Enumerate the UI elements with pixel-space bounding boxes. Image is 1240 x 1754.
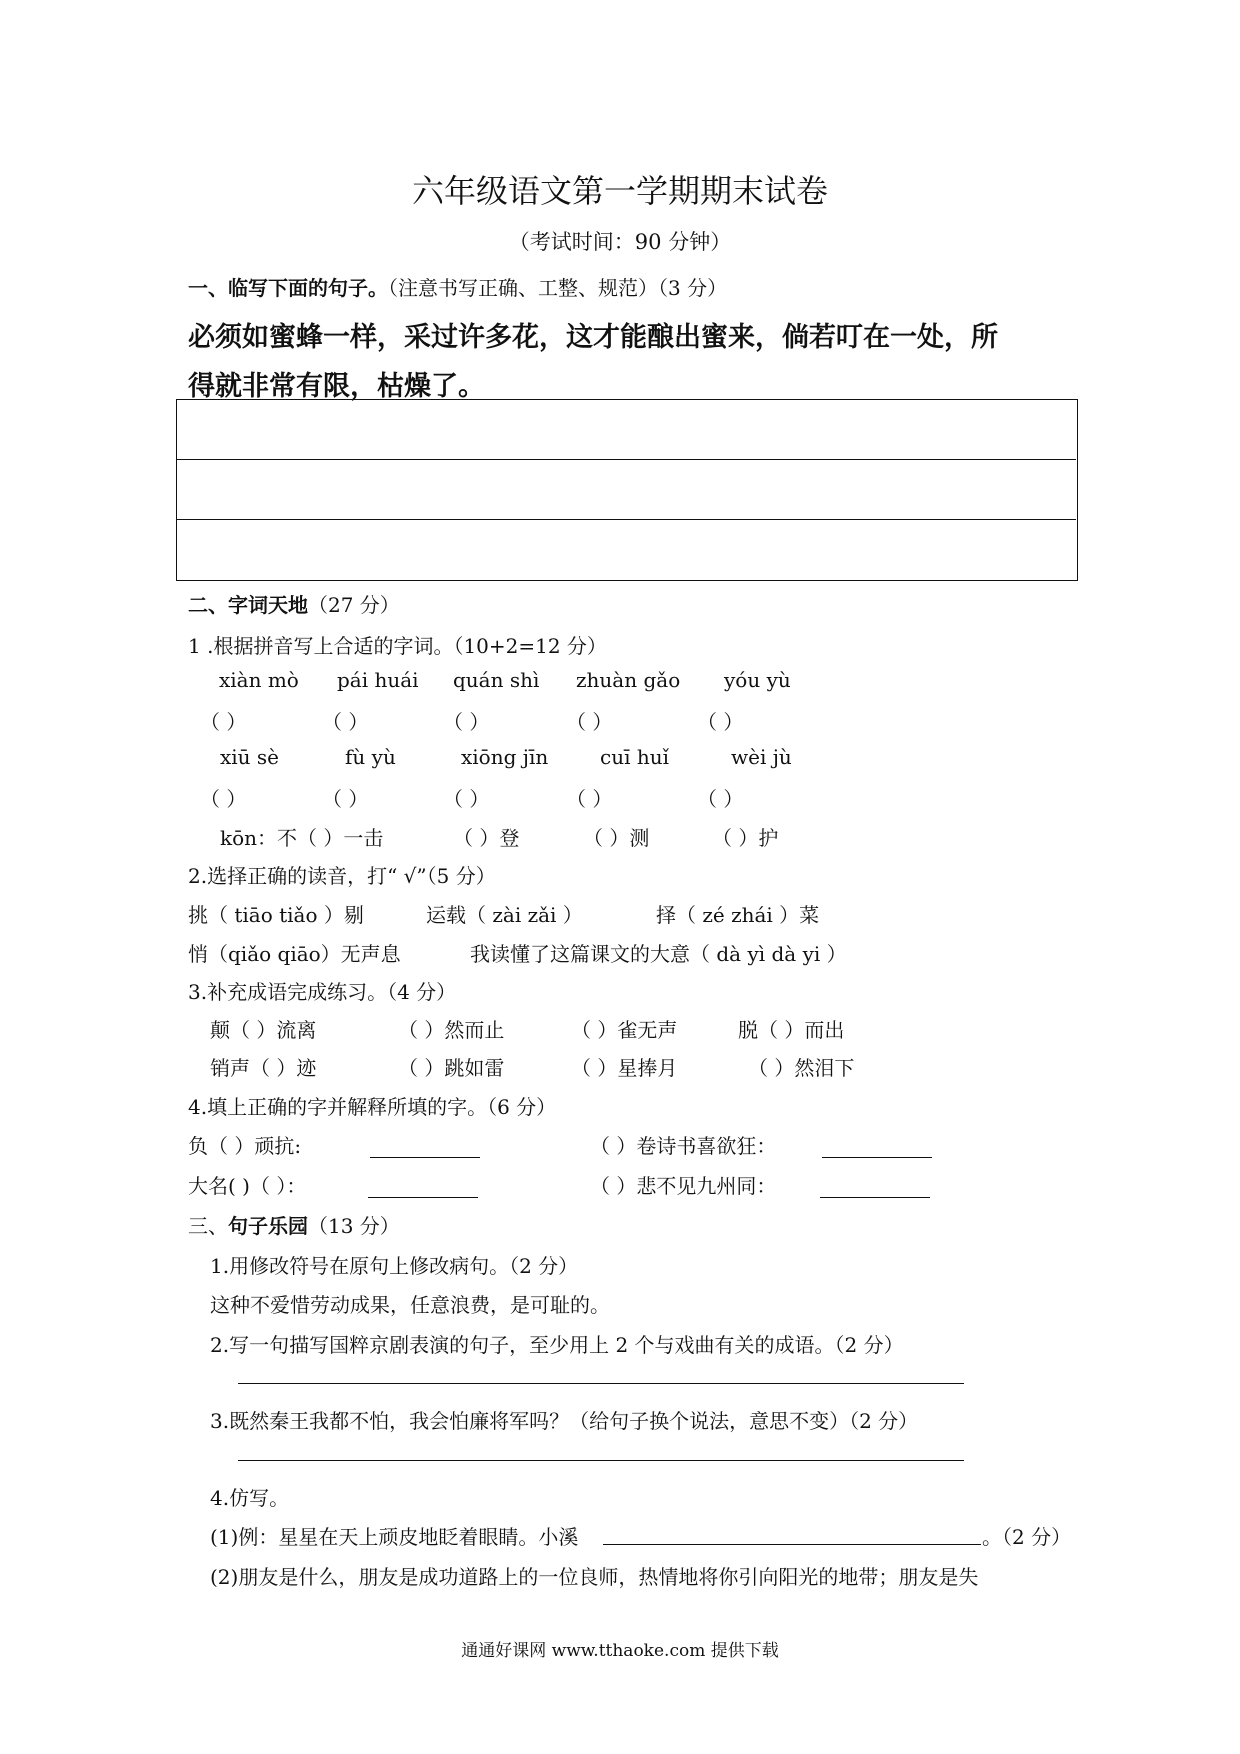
answer-bracket[interactable]: （ ） bbox=[566, 710, 613, 734]
answer-bracket[interactable]: （ ） bbox=[443, 787, 490, 811]
pinyin-row-2 bbox=[0, 745, 1240, 775]
answer-brackets-row-1 bbox=[0, 706, 1240, 736]
footer-credit: 通通好课网 www.tthaoke.com 提供下载 bbox=[461, 1641, 779, 1661]
writing-box-divider bbox=[176, 519, 1076, 520]
writing-box[interactable] bbox=[176, 399, 1078, 581]
q3-3-label: 3.既然秦王我都不怕，我会怕廉将军吗？（给句子换个说法，意思不变）（2 分） bbox=[210, 1409, 919, 1433]
answer-bracket[interactable]: （ ） bbox=[697, 710, 744, 734]
pronunciation-row-1 bbox=[0, 899, 1240, 929]
idiom-item[interactable]: （ ）跳如雷 bbox=[398, 1056, 505, 1080]
pronunciation-item[interactable]: 择（ zé zhái ）菜 bbox=[656, 903, 820, 927]
answer-line[interactable] bbox=[238, 1383, 964, 1384]
answer-line[interactable] bbox=[820, 1197, 930, 1198]
q3-1-text[interactable]: 这种不爱惜劳动成果，任意浪费，是可耻的。 bbox=[210, 1293, 610, 1317]
section3-heading-score: （13 分） bbox=[308, 1214, 400, 1238]
pronunciation-row-2 bbox=[0, 938, 1240, 968]
pinyin-row-1 bbox=[0, 668, 1240, 698]
answer-bracket[interactable]: （ ） bbox=[322, 710, 369, 734]
q2-4-label: 4.填上正确的字并解释所填的字。（6 分） bbox=[188, 1095, 557, 1119]
section1-heading-title: 一、临写下面的句子。 bbox=[188, 276, 388, 300]
answer-bracket[interactable]: （ ） bbox=[200, 710, 247, 734]
fill-explain-row-2 bbox=[0, 1170, 1240, 1200]
pinyin-item: xiū sè bbox=[220, 745, 280, 769]
kan-item: （ ）测 bbox=[583, 826, 650, 850]
writing-box-divider bbox=[176, 459, 1076, 460]
fill-explain-item: （ ）卷诗书喜欲狂： bbox=[590, 1134, 777, 1158]
q3-4-2-text: (2)朋友是什么，朋友是成功道路上的一位良师，热情地将你引向阳光的地带；朋友是失 bbox=[210, 1565, 979, 1589]
pinyin-item: yóu yù bbox=[724, 668, 791, 692]
answer-brackets-row-2 bbox=[0, 783, 1240, 813]
pinyin-item: wèi jù bbox=[731, 745, 792, 769]
idiom-row-1 bbox=[0, 1014, 1240, 1044]
section1-heading bbox=[188, 272, 727, 301]
section2-heading-score: （27 分） bbox=[308, 593, 400, 617]
kan-row bbox=[0, 822, 1240, 852]
answer-bracket[interactable]: （ ） bbox=[200, 787, 247, 811]
idiom-item[interactable]: （ ）然泪下 bbox=[748, 1056, 855, 1080]
idiom-item[interactable]: （ ）然而止 bbox=[398, 1018, 505, 1042]
pinyin-item: pái huái bbox=[337, 668, 419, 692]
q3-4-1-suffix: 。（2 分） bbox=[982, 1525, 1072, 1549]
fill-explain-item: 大名( )（ ）： bbox=[188, 1174, 307, 1198]
idiom-item[interactable]: （ ）星捧月 bbox=[571, 1056, 678, 1080]
idiom-row-2 bbox=[0, 1052, 1240, 1082]
idiom-item[interactable]: 脱（ ）而出 bbox=[738, 1018, 845, 1042]
answer-line[interactable] bbox=[822, 1157, 932, 1158]
q2-1-label: 1 .根据拼音写上合适的字词。（10+2=12 分） bbox=[188, 634, 607, 658]
copy-sentence-line2: 得就非常有限，枯燥了。 bbox=[188, 371, 485, 402]
pinyin-item: xiàn mò bbox=[219, 668, 299, 692]
q2-3-label: 3.补充成语完成练习。（4 分） bbox=[188, 980, 457, 1004]
fill-explain-row-1 bbox=[0, 1130, 1240, 1160]
answer-line[interactable] bbox=[370, 1157, 480, 1158]
pronunciation-item[interactable]: 我读懂了这篇课文的大意（ dà yì dà yi ） bbox=[470, 942, 847, 966]
section2-heading bbox=[188, 589, 400, 618]
section3-heading bbox=[188, 1210, 400, 1239]
idiom-item[interactable]: 颠（ ）流离 bbox=[210, 1018, 317, 1042]
q3-4-label: 4.仿写。 bbox=[210, 1486, 290, 1510]
q3-1-label: 1.用修改符号在原句上修改病句。（2 分） bbox=[210, 1254, 579, 1278]
answer-bracket[interactable]: （ ） bbox=[322, 787, 369, 811]
idiom-item[interactable]: 销声（ ）迹 bbox=[210, 1056, 317, 1080]
kan-item: （ ）登 bbox=[453, 826, 520, 850]
answer-bracket[interactable]: （ ） bbox=[443, 710, 490, 734]
pinyin-item: xiōng jīn bbox=[461, 745, 549, 769]
fill-explain-item: （ ）悲不见九州同： bbox=[590, 1174, 777, 1198]
kan-item: kōn：不（ ）一击 bbox=[220, 826, 384, 850]
idiom-item[interactable]: （ ）雀无声 bbox=[571, 1018, 678, 1042]
pinyin-item: quán shì bbox=[453, 668, 540, 692]
page-title: 六年级语文第一学期期末试卷 bbox=[411, 172, 828, 210]
section3-heading-title: 句子乐园 bbox=[228, 1214, 308, 1238]
fill-explain-item: 负（ ）顽抗: bbox=[188, 1134, 302, 1158]
answer-bracket[interactable]: （ ） bbox=[566, 787, 613, 811]
copy-sentence-line1: 必须如蜜蜂一样，采过许多花，这才能酿出蜜来，倘若叮在一处，所 bbox=[188, 322, 998, 353]
q2-2-label: 2.选择正确的读音，打“ √”（5 分） bbox=[188, 864, 496, 888]
pinyin-item: zhuàn gǎo bbox=[576, 668, 681, 692]
kan-item: （ ）护 bbox=[712, 826, 779, 850]
section3-heading-prefix: 三、 bbox=[188, 1214, 228, 1238]
pinyin-item: fù yù bbox=[345, 745, 396, 769]
answer-bracket[interactable]: （ ） bbox=[697, 787, 744, 811]
q3-4-1-prefix: (1)例：星星在天上顽皮地眨着眼睛。小溪 bbox=[210, 1525, 579, 1549]
pronunciation-item[interactable]: 运载（ zài zǎi ） bbox=[426, 903, 583, 927]
pronunciation-item[interactable]: 挑（ tiāo tiǎo ）剔 bbox=[188, 903, 364, 927]
pinyin-item: cuī huǐ bbox=[600, 745, 669, 769]
q3-2-label: 2.写一句描写国粹京剧表演的句子，至少用上 2 个与戏曲有关的成语。（2 分） bbox=[210, 1333, 904, 1357]
section1-heading-note: （注意书写正确、工整、规范）（3 分） bbox=[388, 276, 728, 300]
exam-duration: （考试时间：90 分钟） bbox=[508, 230, 732, 254]
pronunciation-item[interactable]: 悄（qiǎo qiāo）无声息 bbox=[188, 942, 401, 966]
section2-heading-title: 二、字词天地 bbox=[188, 593, 308, 617]
answer-line[interactable] bbox=[603, 1544, 981, 1545]
answer-line[interactable] bbox=[368, 1197, 478, 1198]
answer-line[interactable] bbox=[238, 1460, 964, 1461]
